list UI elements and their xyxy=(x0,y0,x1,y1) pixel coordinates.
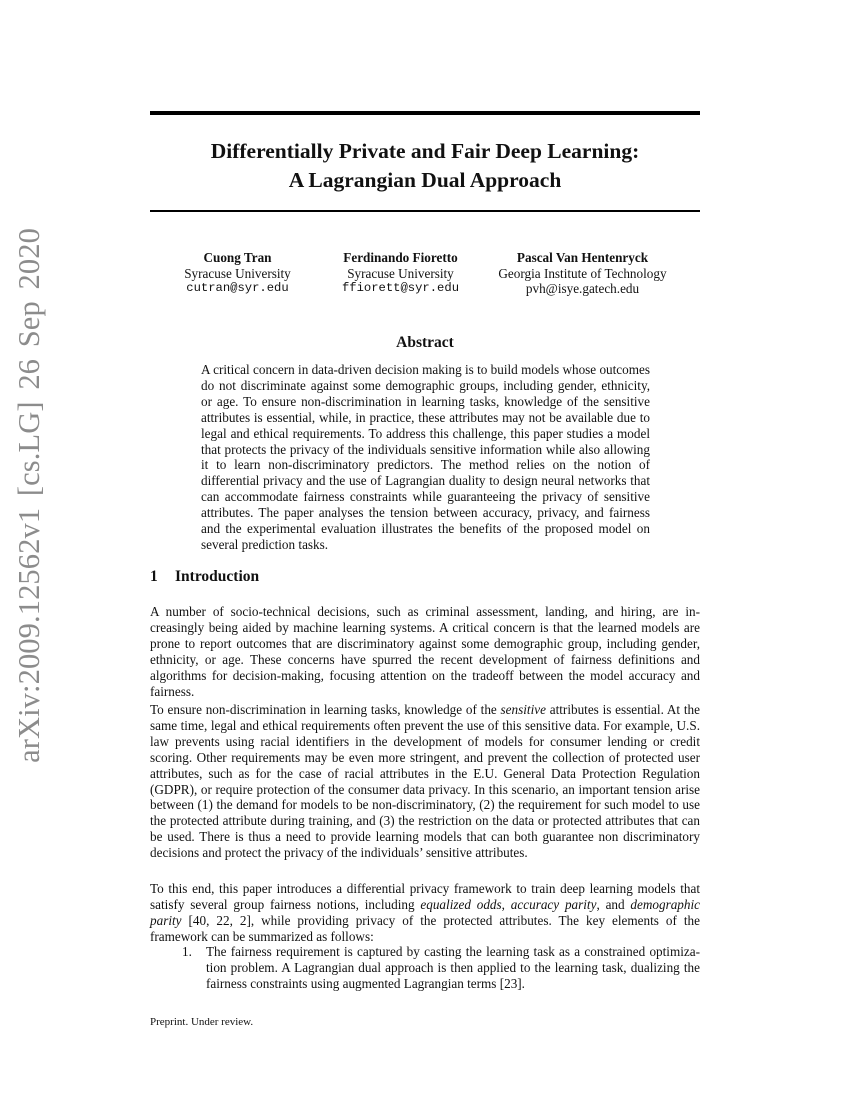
author-1 xyxy=(163,250,313,297)
title-top-rule xyxy=(150,111,700,115)
page-footer: Preprint. Under review. xyxy=(150,1016,254,1028)
section-heading-introduction xyxy=(150,568,259,586)
author-email: cutran@syr.edu xyxy=(186,281,289,295)
emphasis-sensitive: sensitive xyxy=(500,702,546,717)
author-name: Ferdinando Fioretto xyxy=(343,250,458,265)
author-name: Pascal Van Hentenryck xyxy=(516,250,649,265)
section-number: 1 xyxy=(150,568,158,585)
abstract-text: A critical concern in data-driven decision making is to build models whose outcomes do not discriminate against some demographic groups, including gender, ethnicity, or age. To ensure non-discrimination in learning tasks, knowledge of the sensitive attributes is essential, while, in practice, these attributes may not be available due to legal and ethical requirements. To address this challenge, this paper studies a model that protects the privacy of the individuals sensitive information while also allowing it to learn non-discriminatory predictors. The method relies on the notion of differential privacy and the use of Lagrangian duality to design neural networks that can accommodate fairness constraints while guaranteeing the privacy of sensitive attributes. The paper analyses the tension between accuracy, privacy, and fairness and the experimental evaluation illustrates the benefits of the proposed model on several prediction tasks. xyxy=(201,362,650,552)
paragraph-text: To ensure non-discrimination in learning tasks, knowledge of the xyxy=(150,702,501,717)
abstract-heading: Abstract xyxy=(396,334,454,351)
paragraph-text: , xyxy=(501,896,511,912)
paragraph-text: attributes is essential. At the same time, legal and ethical requirements often prevent the use of this sensitive data. For example, U.S. law prevents using racial identifiers in the development of models for consumer lending or credit scoring. Other requirements may be even more stringent, and prevent the collection of protected user attributes, such as for the case of racial attributes in the E.U. General Data Protection Regulation (GDPR), or require protection of the consumer data privacy. In this scenario, an important tension arise between (1) the demand for models to be non-discriminatory, (2) the requirement for such model to use the protected attribute during training, and (3) the restriction on the data or protected attributes that can be used. There is thus a need to provide learning models that can both guarantee non discriminatory decisions and protect the privacy of the individuals’ sensitive attributes. xyxy=(150,702,700,861)
author-affiliation: Syracuse University xyxy=(347,265,454,281)
title-bottom-rule xyxy=(150,210,700,212)
author-affiliation: Georgia Institute of Technology xyxy=(498,265,667,281)
section-title: Introduction xyxy=(175,568,260,585)
emphasis-equalized-odds: equalized odds xyxy=(420,896,502,912)
author-block xyxy=(150,250,700,297)
author-name: Cuong Tran xyxy=(203,250,272,265)
author-email: pvh@isye.gatech.edu xyxy=(525,281,640,296)
intro-paragraph-2 xyxy=(150,702,700,861)
arxiv-stamp-text: arXiv:2009.12562v1 [cs.LG] 26 Sep 2020 xyxy=(11,227,46,763)
author-3 xyxy=(488,250,678,297)
title-line-2: A Lagrangian Dual Approach xyxy=(288,168,562,192)
emphasis-demographic-parity: demographic parity xyxy=(150,896,701,928)
author-affiliation: Syracuse University xyxy=(184,265,291,281)
list-marker: 1. xyxy=(182,944,192,959)
enumerated-list-item xyxy=(182,944,700,992)
emphasis-accuracy-parity: accuracy parity xyxy=(510,896,597,912)
list-item-text: The fairness requirement is captured by casting the learning task as a constrained optimization problem. A Lagrangian dual approach is then applied to the learning task, dualizing the fairness constraints using augmented Lagrangian terms [23]. xyxy=(206,944,700,991)
arxiv-identifier-stamp xyxy=(4,227,54,763)
intro-paragraph-1: A number of socio-technical decisions, such as criminal assessment, landing, and hiring, are increasingly being aided by machine learning systems. A critical concern is that the learned models are prone to report outcomes that are discriminatory against some demographic group, including gender, ethnicity, or age. These concerns have spurred the recent development of fairness definitions and algorithms for decision-making, focusing attention on the tradeoff between the model accuracy and fairness. xyxy=(150,604,700,699)
intro-paragraph-3 xyxy=(150,881,700,945)
author-email: ffiorett@syr.edu xyxy=(341,281,460,295)
paper-title xyxy=(150,137,700,195)
paragraph-text: [40, 22, 2], while providing privacy of the protected attributes. The key elements of the framework can be summarized as follows: xyxy=(150,912,700,944)
paragraph-text: , and xyxy=(596,896,631,912)
paragraph-text: To this end, this paper introduces a differential privacy framework to train deep learning models that satisfy several group fairness notions, including xyxy=(150,881,700,912)
title-line-1: Differentially Private and Fair Deep Learning: xyxy=(210,139,640,163)
author-2 xyxy=(326,250,476,297)
